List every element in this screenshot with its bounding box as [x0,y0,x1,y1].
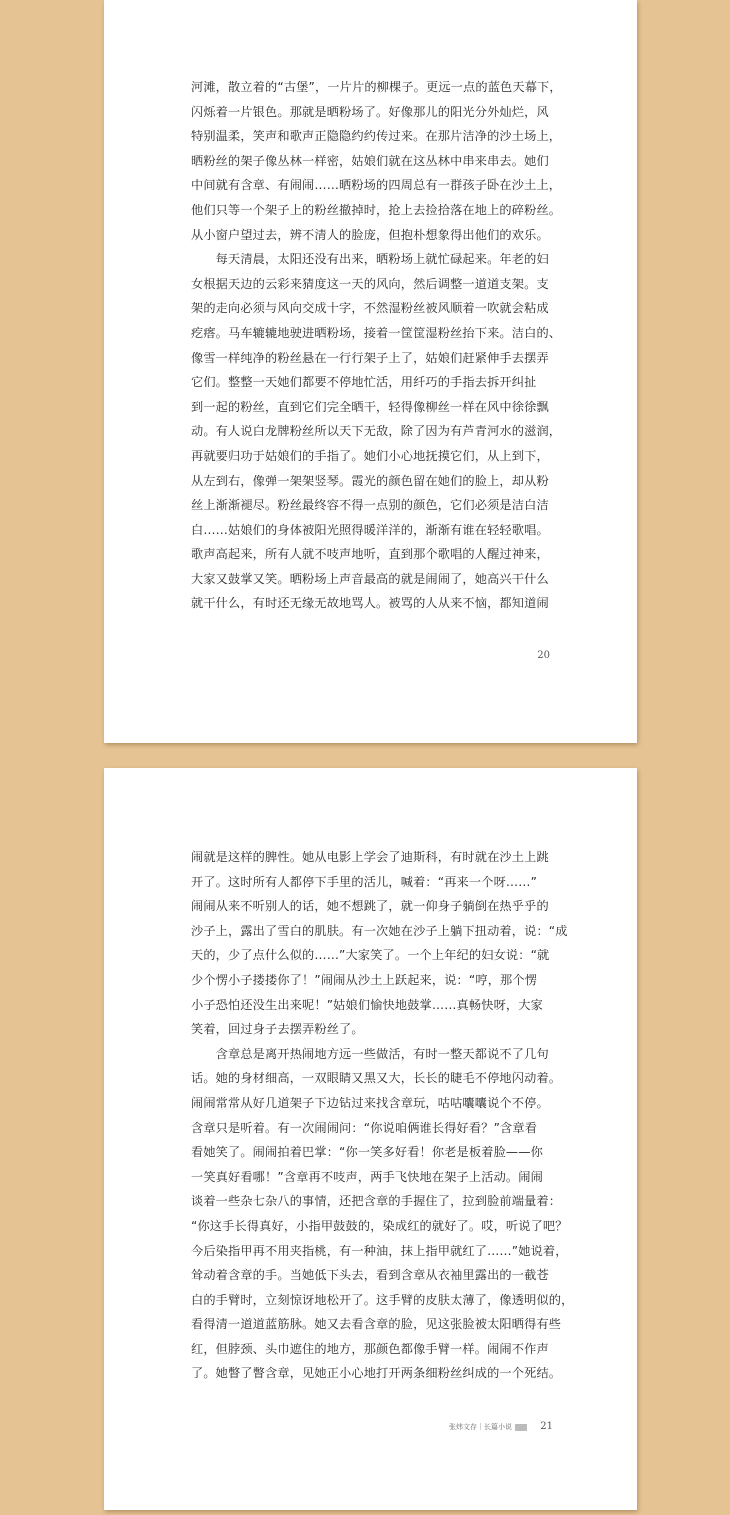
text-line: 特别温柔，笑声和歌声正隐隐约约传过来。在那片洁净的沙土场上， [191,129,562,144]
text-line: 沙子上，露出了雪白的肌肤。有一次她在沙子上躺下扭动着，说：“成 [191,923,568,938]
text-line: 白的手臂时，立刻惊讶地松开了。这手臂的皮肤太薄了，像透明似的， [191,1292,574,1307]
text-line: “你这手长得真好，小指甲鼓鼓的，染成红的就好了。哎，听说了吧？ [191,1218,568,1233]
text-line: 它们。整整一天她们都要不停地忙活，用纤巧的手指去拆开纠扯 [191,375,537,390]
text-line: 动。有人说白龙牌粉丝所以天下无敌，除了因为有芦青河水的滋润， [191,424,562,439]
text-line: 河滩，散立着的“古堡”，一片片的柳棵子。更远一点的蓝色天幕下， [191,80,562,94]
text-line: 了。她瞥了瞥含章，见她正小心地打开两条细粉丝纠成的一个死结。 [191,1366,562,1381]
text-line: 每天清晨，太阳还没有出来，晒粉场上就忙碌起来。年老的妇 [191,252,549,267]
text-line: 丝上渐渐褪尽。粉丝最终容不得一点别的颜色，它们必须是洁白洁 [191,498,549,513]
text-line: 女根据天边的云彩来猜度这一天的风向，然后调整一道道支架。支 [191,276,549,291]
running-footer [449,1422,527,1432]
text-line: 从小窗户望过去，辨不清人的脸庞，但抱朴想象得出他们的欢乐。 [191,227,549,242]
text-line: 歌声高起来，所有人就不吱声地听，直到那个歌唱的人醒过神来， [191,547,549,562]
page-number: 20 [537,650,550,661]
text-line: 白……姑娘们的身体被阳光照得暖洋洋的，渐渐有谁在轻轻歌唱。 [191,522,549,537]
text-line: 看她笑了。闹闹拍着巴掌：“你一笑多好看！你老是板着脸——你 [191,1145,543,1160]
text-line: 小子恐怕还没生出来呢！”姑娘们愉快地鼓掌……真畅快呀，大家 [191,997,543,1012]
text-line: 疙瘩。马车辘辘地驶进晒粉场，接着一筐筐湿粉丝抬下来。洁白的、 [191,325,562,340]
text-line: 中间就有含章、有闹闹……晒粉场的四周总有一群孩子卧在沙土上， [191,178,562,193]
text-line: 含章只是听着。有一次闹闹问：“你说咱俩谁长得好看？”含章看 [191,1120,538,1135]
text-line: 从左到右，像弹一架架竖琴。霞光的颜色留在她们的脸上，却从粉 [191,473,549,488]
text-line: 谈着一些杂七杂八的事情，还把含章的手握住了，拉到脸前端量着： [191,1194,562,1209]
publisher-logo [515,1424,527,1431]
page-text [191,75,562,616]
text-line: 闹就是这样的脾性。她从电影上学会了迪斯科，有时就在沙土上跳 [191,850,549,864]
text-line: 架的走向必须与风向交成十字，不然湿粉丝被风顺着一吹就会粘成 [191,301,549,316]
text-line: 到一起的粉丝，直到它们完全晒干，轻得像柳丝一样在风中徐徐飘 [191,399,549,414]
page-number: 21 [540,1421,553,1432]
text-line: 像雪一样纯净的粉丝悬在一行行架子上了，姑娘们赶紧伸手去摆弄 [191,350,549,365]
text-line: 开了。这时所有人都停下手里的活儿，喊着：“再来一个呀……” [191,874,538,889]
text-line: 话。她的身材细高，一双眼睛又黑又大，长长的睫毛不停地闪动着。 [191,1071,562,1086]
text-line: 看得清一道道蓝筋脉。她又去看含章的脸，见这张脸被太阳晒得有些 [191,1317,562,1332]
series-title: 张炜文存｜长篇小说 [449,1423,512,1431]
book-page-right [104,768,637,1510]
text-line: 天的，少了点什么似的……”大家笑了。一个上年纪的妇女说：“就 [191,948,550,963]
text-line: 闹闹常常从好几道架子下边钻过来找含章玩，咕咕囔囔说个不停。 [191,1095,549,1110]
text-line: 红，但脖颈、头巾遮住的地方，那颜色都像手臂一样。闹闹不作声 [191,1341,549,1356]
book-page-left [104,0,637,743]
text-line: 他们只等一个架子上的粉丝撤掉时，抢上去捡拾落在地上的碎粉丝。 [191,202,562,217]
text-line: 含章总是离开热闹地方远一些做活，有时一整天都说不了几句 [191,1046,549,1061]
text-line: 今后染指甲再不用夹指桃，有一种油，抹上指甲就红了……”她说着， [191,1243,568,1258]
text-line: 笑着，回过身子去摆弄粉丝了。 [191,1022,364,1037]
text-line: 晒粉丝的架子像丛林一样密，姑娘们就在这丛林中串来串去。她们 [191,153,549,168]
text-line: 一笑真好看哪！”含章再不吱声，两手飞快地在架子上活动。闹闹 [191,1169,543,1184]
page-text [191,845,574,1386]
text-line: 就干什么，有时还无缘无故地骂人。被骂的人从来不恼，都知道闹 [191,596,549,611]
text-line: 闪烁着一片银色。那就是晒粉场了。好像那儿的阳光分外灿烂，风 [191,104,549,119]
text-line: 耸动着含章的手。当她低下头去，看到含章从衣袖里露出的一截苍 [191,1268,549,1283]
text-line: 闹闹从来不听别人的话，她不想跳了，就一仰身子躺倒在热乎乎的 [191,899,549,914]
text-line: 大家又鼓掌又笑。晒粉场上声音最高的就是闹闹了，她高兴干什么 [191,571,549,586]
text-line: 少个愣小子搂搂你了！”闹闹从沙土上跃起来，说：“哼，那个愣 [191,972,538,987]
text-line: 再就要归功于姑娘们的手指了。她们小心地抚摸它们，从上到下， [191,448,549,463]
